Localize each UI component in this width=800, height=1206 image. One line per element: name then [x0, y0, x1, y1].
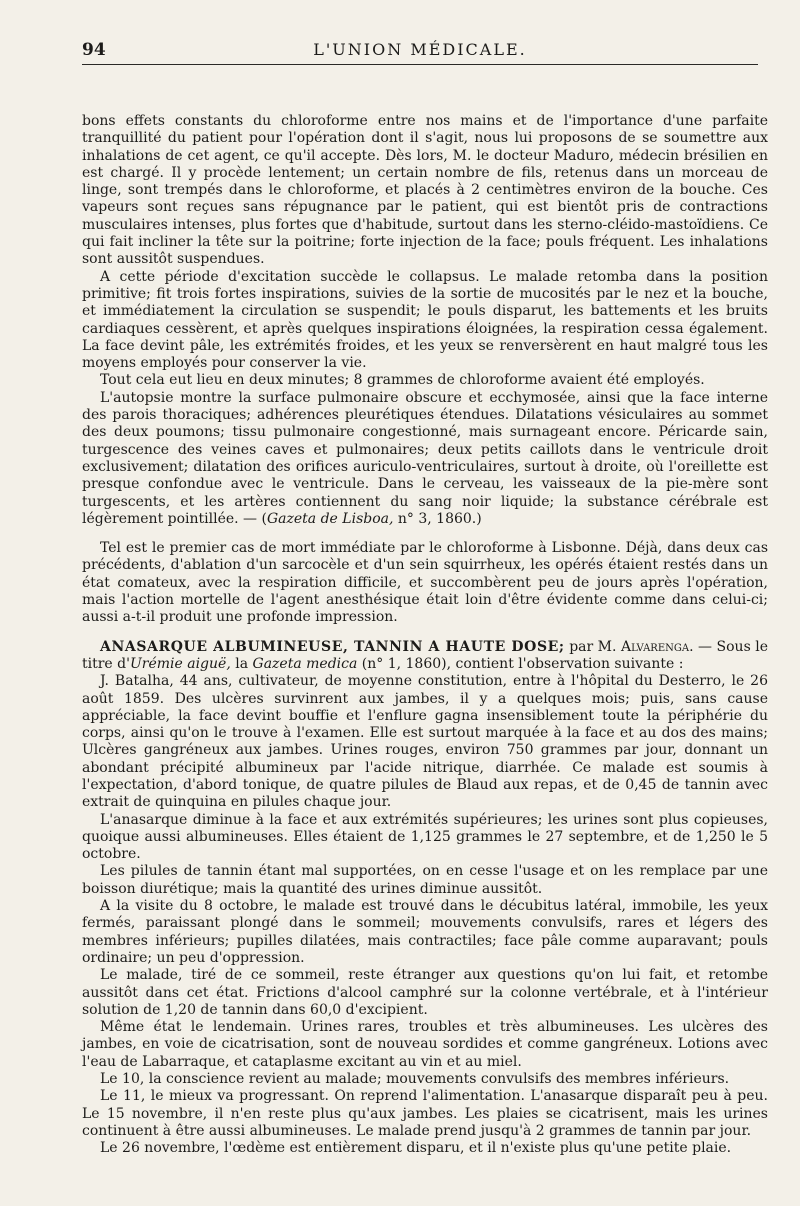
- citation-open: (: [261, 510, 267, 527]
- paragraph: [82, 390, 768, 528]
- running-title: L'UNION MÉDICALE.: [313, 40, 527, 59]
- page-header: [82, 36, 758, 65]
- body-text: [82, 113, 768, 1158]
- paragraph-text: L'autopsie montre la surface pulmonaire obscure et ecchymosée, ainsi que la face interne des parois thoraciques; adhérences pleurétiques étendues. Dilatations vésiculaires au sommet des deux poumons; tissu pulmonaire congestionné, mais surnageant encore. Péricarde sain, turgescence des veines caves et pulmonaires; deux petits caillots dans le ventricule droit exclusivement; dilatation des orifices auriculo-ventriculaires, surtout à droite, où l'oreillette est presque confondue avec le ventricule. Dans le cerveau, les vaisseaux de la pie-mère sont turgescents, et les artères contiennent du sang noir liquide; la substance cérébrale est légèrement pointillée. —: [82, 389, 768, 527]
- paragraph: L'anasarque diminue à la face et aux extrémités supérieures; les urines sont plus copieuses, quoique aussi albumineuses. Elles étaient de 1,125 grammes le 27 septembre, et de 1,250 le 5 octobre.: [82, 811, 768, 863]
- section-heading: [82, 639, 768, 674]
- paragraph: Même état le lendemain. Urines rares, troubles et très albumineuses. Les ulcères des jambes, en voie de cicatrisation, sont de nouveau sordides et comme gangréneux. Lotions avec l'eau de Labarraque, et cataplasme excitant au vin et au miel.: [82, 1019, 768, 1070]
- section-intro-2: la: [230, 655, 253, 672]
- page-number: 94: [82, 40, 106, 60]
- paragraph: Le 11, le mieux va progressant. On reprend l'alimentation. L'anasarque disparaît peu à peu. Le 15 novembre, il n'en reste plus qu'aux jambes. Les plaies se cicatrisent, mais les urines continuent à être aussi albumineuses. Le malade prend jusqu'à 2 grammes de tannin par jour.: [82, 1088, 768, 1139]
- paragraph: Le malade, tiré de ce sommeil, reste étranger aux questions qu'on lui fait, et retombe aussitôt dans cet état. Frictions d'alcool camphré sur la colonne vertébrale, et à l'intérieur solution de 1,20 de tannin dans 60,0 d'excipient.: [82, 967, 768, 1018]
- paragraph: Tel est le premier cas de mort immédiate par le chloroforme à Lisbonne. Déjà, dans deux cas précédents, d'ablation d'un sarcocèle et d'un sein squirrheux, les opérés étaient restés dans un état comateux, avec la respiration difficile, et succombèrent peu de jours après l'opération, mais l'action mortelle de l'agent anesthésique était loin d'être évidente comme dans celui-ci; aussi a-t-il produit une profonde impression.: [82, 540, 768, 626]
- paragraph: Le 10, la conscience revient au malade; mouvements convulsifs des membres inférieurs.: [100, 1071, 730, 1088]
- section-title: ANASARQUE ALBUMINEUSE, TANNIN A HAUTE DOSE;: [100, 638, 565, 655]
- citation-source: Gazeta de Lisboa,: [266, 510, 394, 527]
- paragraph: A cette période d'excitation succède le collapsus. Le malade retomba dans la position primitive; fit trois fortes inspirations, suivies de la sortie de mucosités par le nez et la bouche, et immédiatement la circulation se suspendit; le pouls disparut, les battements et les bruits cardiaques cessèrent, et après quelques inspirations éloignées, la respiration cessa également. La face devint pâle, les extrémités froides, et les yeux se renversèrent en haut malgré tous les moyens employés pour conserver la vie.: [82, 268, 768, 372]
- section-by: par M.: [564, 638, 621, 655]
- citation-rest: n° 3, 1860.): [393, 510, 482, 527]
- paragraph: Les pilules de tannin étant mal supportées, on en cesse l'usage et on les remplace par une boisson diurétique; mais la quantité des urines diminue aussitôt.: [82, 863, 768, 897]
- section-work: Urémie aiguë,: [129, 655, 231, 672]
- section-intro-3: (n° 1, 1860), contient l'observation suivante :: [357, 655, 684, 672]
- paragraph: Tout cela eut lieu en deux minutes; 8 grammes de chloroforme avaient été employés.: [100, 372, 705, 389]
- section-intro-1: — Sous le titre d': [82, 638, 769, 672]
- paragraph: J. Batalha, 44 ans, cultivateur, de moyenne constitution, entre à l'hôpital du Desterro, le 26 août 1859. Des ulcères survinrent aux jambes, il y a quelques mois; puis, sans cause appréciable, la face devint bouffie et l'enflure gagna insensiblement toute la périphérie du corps, ainsi qu'on le trouve à l'examen. Elle est surtout marquée à la face et au dos des mains; Ulcères gangréneux aux jambes. Urines rouges, environ 750 grammes par jour, donnant un abondant précipité albumineux par l'acide nitrique, diarrhée. Ce malade est soumis à l'expectation, d'abord tonique, de quatre pilules de Blaud aux repas, et de 0,45 de tannin avec extrait de quinquina en pilules chaque jour.: [82, 673, 768, 811]
- paragraph: bons effets constants du chloroforme entre nos mains et de l'importance d'une parfaite tranquillité du patient pour l'opération dont il s'agit, nous lui proposons de se soumettre aux inhalations de cet agent, ce qu'il accepte. Dès lors, M. le docteur Maduro, médecin brésilien en est chargé. Il y procède lentement; un certain nombre de fils, retenus dans un morceau de linge, sont trempés dans le chloroforme, et placés à 2 centimètres environ de la bouche. Ces vapeurs sont reçues sans répugnance par le patient, qui est bientôt pris de contractions musculaires intenses, plus fortes que d'habitude, surtout dans les sterno-cléido-mastoïdiens. Ce qui fait incliner la tête sur la poitrine; forte injection de la face; pouls fréquent. Les inhalations sont aussitôt suspendues.: [82, 113, 768, 268]
- section-journal: Gazeta medica: [252, 655, 358, 672]
- section-author: Alvarenga.: [620, 638, 694, 655]
- paragraph: A la visite du 8 octobre, le malade est trouvé dans le décubitus latéral, immobile, les yeux fermés, paraissant plongé dans le sommeil; mouvements convulsifs, rares et légers des membres inférieurs; pupilles dilatées, mais contractiles; face pâle comme auparavant; pouls ordinaire; un peu d'oppression.: [82, 898, 768, 966]
- paragraph: Le 26 novembre, l'œdème est entièrement disparu, et il n'existe plus qu'une petite plaie.: [100, 1140, 732, 1157]
